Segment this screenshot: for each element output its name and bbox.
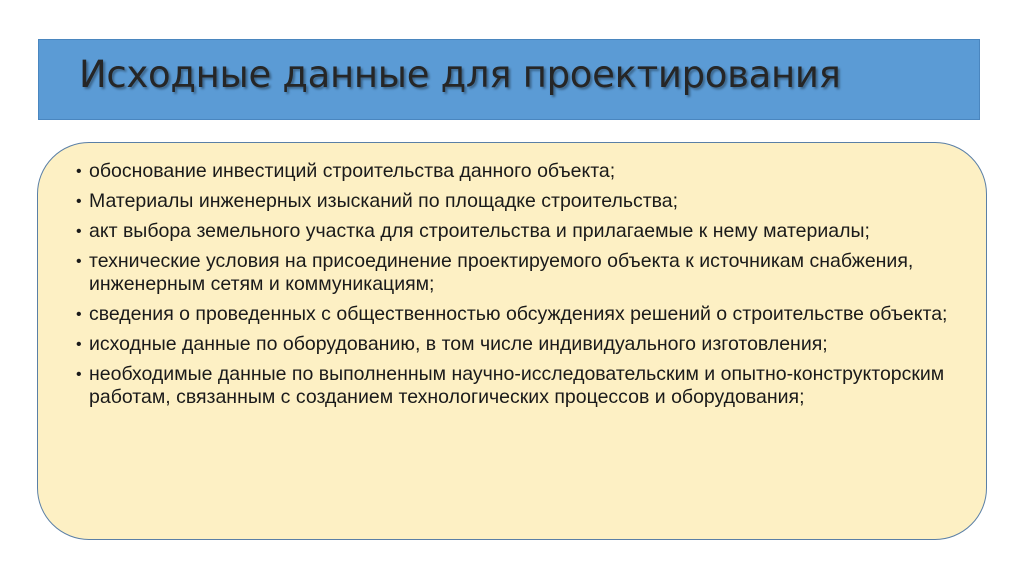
- bullet-icon: •: [76, 366, 82, 383]
- bullet-list: [76, 160, 956, 416]
- list-item: [76, 303, 956, 326]
- bullet-icon: •: [76, 163, 82, 180]
- bullet-icon: •: [76, 223, 82, 240]
- list-item-text: Материалы инженерных изысканий по площадке строительства;: [89, 190, 679, 212]
- list-item: [76, 160, 956, 183]
- list-item: [76, 363, 956, 409]
- bullet-icon: •: [76, 306, 82, 323]
- list-item-text: исходные данные по оборудованию, в том числе индивидуального изготовления;: [89, 333, 828, 355]
- list-item-text: технические условия на присоединение проектируемого объекта к источникам снабжения, инженерным сетям и коммуникациям;: [89, 250, 914, 295]
- list-item: [76, 250, 956, 296]
- list-item-text: сведения о проведенных с общественностью обсуждениях решений о строительстве объекта;: [89, 303, 948, 325]
- slide-title: Исходные данные для проектирования: [79, 53, 841, 96]
- list-item: [76, 220, 956, 243]
- title-bar: [38, 39, 980, 120]
- bullet-icon: •: [76, 336, 82, 353]
- list-item: [76, 333, 956, 356]
- list-item-text: необходимые данные по выполненным научно-исследовательским и опытно-конструкторским работам, связанным с созданием технологических процессов и оборудования;: [89, 363, 945, 408]
- bullet-icon: •: [76, 253, 82, 270]
- list-item-text: обоснование инвестиций строительства данного объекта;: [89, 160, 616, 182]
- list-item-text: акт выбора земельного участка для строительства и прилагаемые к нему материалы;: [89, 220, 870, 242]
- list-item: [76, 190, 956, 213]
- bullet-icon: •: [76, 193, 82, 210]
- content-box: [37, 142, 987, 540]
